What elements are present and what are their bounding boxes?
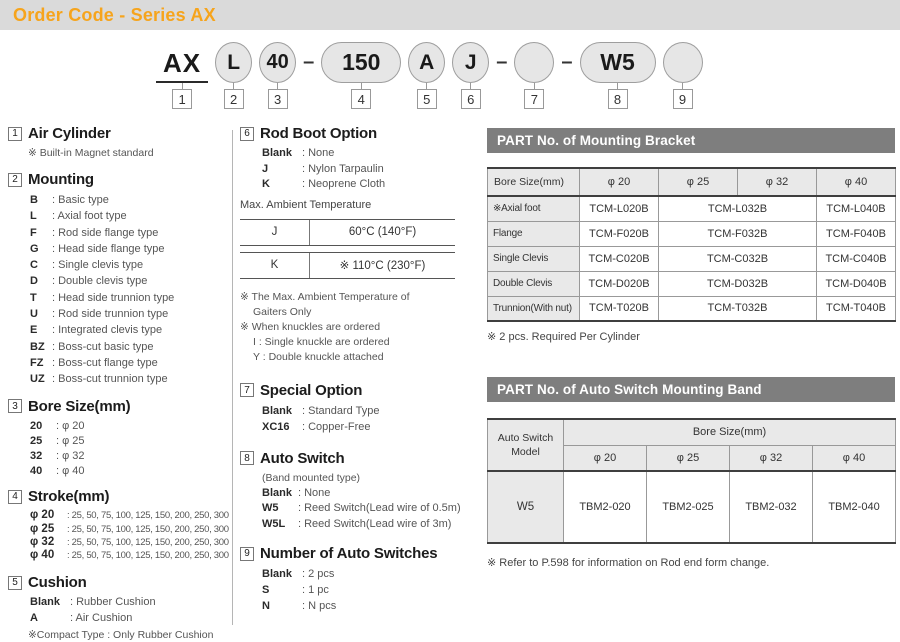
section-air-cylinder [8,125,230,160]
part-number-cell: TCM-D032B [659,271,817,296]
section-title: Air Cylinder [28,125,111,142]
code-blank-circle [663,42,703,83]
option-description: : Boss-cut flange type [52,356,158,369]
row-label: Single Clevis [488,246,580,271]
part-number-cell: TCM-C032B [659,246,817,271]
temperature-code: J [240,220,310,245]
option-code: FZ [30,356,44,369]
option-description: : Air Cushion [70,611,133,624]
position-number-box: 3 [268,89,288,109]
section-title: Number of Auto Switches [260,545,438,562]
option-description: : φ 40 [56,465,85,478]
order-code-part-rodboot [452,42,489,109]
option-code: UZ [30,373,45,386]
part-number-cell: TCM-F020B [580,221,659,246]
list-item [30,257,230,273]
list-item [262,501,470,517]
option-description: : 2 pcs [302,568,335,580]
option-description: : Single clevis type [52,259,144,272]
option-description: : Basic type [52,194,109,206]
temperature-row [240,219,455,246]
list-item [262,146,470,162]
note-line: ※ When knuckles are ordered [240,320,381,333]
temperature-row [240,252,455,279]
temperature-table [240,219,470,279]
table-row [488,221,896,246]
section-title: Mounting [28,171,94,188]
page-title: Order Code - Series AX [13,4,216,25]
option-description: : Head side trunnion type [52,291,175,304]
part-number-cell: TCM-T032B [659,296,817,321]
section-number-box: 8 [240,451,254,465]
code-circle: J [452,42,489,83]
band-part-number-cell: TBM2-020 [564,471,647,543]
option-description: : Double clevis type [52,275,148,288]
note-line: ※ The Max. Ambient Temperature of [240,290,410,303]
group-header: Bore Size(mm) [564,419,896,445]
code-oval: W5 [580,42,656,83]
part-number-cell: TCM-F040B [817,221,896,246]
option-code: Blank [262,568,292,580]
position-number-box: 1 [172,89,192,109]
part-number-cell: TCM-D020B [580,271,659,296]
option-description: : Standard Type [302,404,380,417]
order-code-part-bore [259,42,296,109]
temperature-value: ※ 110°C (230°F) [339,260,426,272]
option-code: E [30,324,38,337]
temperature-value: 60°C (140°F) [348,226,417,238]
part-number-cell: TCM-L032B [659,196,817,221]
list-item [262,486,470,502]
row-label: Flange [488,221,580,246]
list-item [262,403,470,419]
switch-model-cell: W5 [488,471,564,543]
section-number-box: 6 [240,127,254,141]
section-note: ※Compact Type : Only Rubber Cushion [28,629,214,642]
position-number-box: 7 [524,89,544,109]
order-code-part-switchcount [663,42,703,109]
option-code: C [30,259,38,272]
row-label: Trunnion(With nut) [488,296,580,321]
part-number-cell: TCM-L020B [580,196,659,221]
option-description: : Rod side flange type [52,226,159,239]
list-item [30,322,230,338]
option-code: B [30,194,38,206]
section-auto-switch [240,450,470,533]
option-description: : 1 pc [302,584,329,596]
order-code-part-cushion [408,42,445,109]
part-number-cell: TCM-T040B [817,296,896,321]
section-number-of-auto-switches [240,545,470,614]
option-code: U [30,308,38,321]
page-header-bar [0,0,900,30]
order-code-series-label: AX [156,46,208,83]
list-item [30,509,230,522]
option-description: : 25, 50, 75, 100, 125, 150, 200, 250, 300 [67,549,229,561]
list-item [30,273,230,289]
order-code-part-stroke [321,42,401,109]
column-header: φ 20 [580,168,659,196]
option-code: φ 40 [30,548,55,561]
code-circle: L [215,42,252,83]
table-row [488,296,896,321]
option-code: G [30,242,39,255]
code-dash: – [561,51,573,73]
temperature-table-label: Max. Ambient Temperature [240,198,372,211]
option-code: φ 32 [30,535,55,548]
temperature-code: K [240,253,310,278]
order-code-part-special [514,42,554,109]
option-code: T [30,291,37,304]
list-item [262,582,470,598]
section-number-box: 3 [8,399,22,413]
option-description: : None [298,486,331,499]
list-item [30,225,230,241]
order-code-part-mounting [215,42,252,109]
column-header: φ 25 [647,445,730,471]
option-description: : Reed Switch(Lead wire of 0.5m) [298,502,461,514]
list-item [30,355,230,371]
position-number-box: 2 [224,89,244,109]
position-number-box: 8 [608,89,628,109]
row-label: ※Axial foot [488,196,580,221]
code-blank-circle [514,42,554,83]
option-code: W5L [262,517,286,530]
section-number-box: 4 [8,490,22,504]
table-row [488,471,896,543]
option-code: 20 [30,419,43,432]
option-code: F [30,226,37,239]
option-code: N [262,600,270,612]
list-item [30,241,230,257]
code-circle: A [408,42,445,83]
option-description: : N pcs [302,600,337,612]
option-description: : Neoprene Cloth [302,178,386,190]
list-item [30,549,230,562]
part-number-cell: TCM-C020B [580,246,659,271]
rod-boot-notes [240,290,470,365]
column-header: φ 32 [738,168,817,196]
section-title: Auto Switch [260,449,345,467]
option-code: K [262,178,270,190]
rod-boot-list [240,146,470,193]
option-code: φ 25 [30,522,55,535]
code-circle: 40 [259,42,296,83]
part-number-cell: TCM-C040B [817,246,896,271]
list-item [262,419,470,435]
column-header: φ 20 [564,445,647,471]
bore-size-list [8,419,230,480]
option-code: W5 [262,502,279,514]
list-item [262,162,470,178]
position-number-box: 5 [417,89,437,109]
band-part-number-cell: TBM2-032 [730,471,813,543]
corner-header: Auto Switch Model [488,419,564,471]
section-bore-size [8,398,230,480]
list-item [262,566,470,582]
special-option-list [240,403,470,435]
list-item [30,611,230,627]
cushion-list [8,595,230,626]
bracket-table-note: ※ 2 pcs. Required Per Cylinder [487,331,640,343]
switch-band-table-title: PART No. of Auto Switch Mounting Band [487,377,895,402]
option-code: D [30,275,38,288]
section-title: Bore Size(mm) [28,397,131,415]
option-code: Blank [262,486,292,499]
option-description: : 25, 50, 75, 100, 125, 150, 200, 250, 300 [67,536,229,548]
switch-count-list [240,566,470,614]
column-header: φ 32 [730,445,813,471]
option-description: : φ 32 [56,449,85,462]
section-title: Cushion [28,574,87,592]
option-code: Blank [262,147,292,159]
option-code: S [262,584,270,596]
part-number-cell: TCM-L040B [817,196,896,221]
stroke-list [8,509,230,562]
order-code-part-series [156,42,208,109]
section-number-box: 9 [240,547,254,561]
page-footer-note: ※ Refer to P.598 for information on Rod end form change. [487,557,770,569]
column-header: φ 40 [813,445,896,471]
code-dash: – [303,51,315,73]
option-description: : Head side flange type [52,242,165,255]
part-number-cell: TCM-F032B [659,221,817,246]
option-code: 32 [30,449,43,462]
list-item [30,306,230,322]
section-number-box: 7 [240,383,254,397]
order-code-part-autoswitch [580,42,656,109]
option-description: : Copper-Free [302,420,371,433]
table-row [488,246,896,271]
list-item [30,339,230,355]
section-title: Stroke(mm) [28,488,110,506]
list-item [30,192,230,208]
option-description: : None [302,147,335,159]
option-code: J [262,162,269,175]
option-description: : Boss-cut trunnion type [52,373,168,386]
list-item [262,598,470,614]
option-code: BZ [30,340,45,353]
note-line: Y : Double knuckle attached [253,350,384,363]
order-code-diagram [156,42,703,109]
section-mounting [8,171,230,388]
note-line: Gaiters Only [253,305,312,318]
table-header-row [488,168,896,196]
section-special-option [240,382,470,435]
list-item [262,517,470,533]
list-item [30,523,230,536]
part-number-cell: TCM-T020B [580,296,659,321]
list-item [30,449,230,464]
list-item [262,177,470,193]
section-cushion [8,574,230,642]
list-item [30,595,230,611]
section-subtitle: (Band mounted type) [262,471,361,484]
list-item [30,371,230,387]
option-description: : 25, 50, 75, 100, 125, 150, 200, 250, 300 [67,510,229,522]
auto-switch-list [240,486,470,533]
option-description: : Rod side trunnion type [52,308,169,321]
option-description: : Axial foot type [52,210,127,223]
section-title: Rod Boot Option [260,125,377,142]
position-number-box: 9 [673,89,693,109]
position-number-box: 4 [351,89,371,109]
option-description: : 25, 50, 75, 100, 125, 150, 200, 250, 300 [67,523,229,535]
mounting-options-list [8,192,230,388]
left-column [8,125,230,642]
section-stroke [8,488,230,562]
option-description: : φ 25 [56,434,85,447]
option-description: : Nylon Tarpaulin [302,162,384,175]
section-number-box: 5 [8,576,22,590]
table-header-row [488,419,896,445]
section-rod-boot-option [240,125,470,365]
list-item [30,208,230,224]
part-number-cell: TCM-D040B [817,271,896,296]
table-row [488,196,896,221]
option-description: : Integrated clevis type [52,324,163,337]
mounting-bracket-table-title: PART No. of Mounting Bracket [487,128,895,153]
option-description: : Boss-cut basic type [52,340,154,353]
option-code: L [30,210,37,223]
mounting-bracket-table [487,167,896,322]
option-description: : φ 20 [56,419,85,432]
section-title: Special Option [260,381,363,399]
option-code: Blank [262,404,292,417]
column-divider [232,130,233,625]
column-header: φ 25 [659,168,738,196]
option-description: : Reed Switch(Lead wire of 3m) [298,517,452,530]
option-code: XC16 [262,420,290,433]
list-item [30,290,230,306]
band-part-number-cell: TBM2-025 [647,471,730,543]
table-row [488,271,896,296]
list-item [30,434,230,449]
list-item [30,464,230,479]
section-number-box: 2 [8,173,22,187]
position-number-box: 6 [461,89,481,109]
list-item [30,419,230,434]
option-description: : Rubber Cushion [70,596,156,609]
section-number-box: 1 [8,127,22,141]
code-oval: 150 [321,42,401,83]
column-header: Bore Size(mm) [488,168,580,196]
option-code: 25 [30,434,43,447]
note-line: I : Single knuckle are ordered [253,335,390,348]
code-dash: – [496,51,508,73]
section-note: ※ Built-in Magnet standard [28,147,154,159]
option-code: 40 [30,465,43,478]
list-item [30,536,230,549]
option-code: Blank [30,596,60,609]
switch-band-table [487,418,896,544]
option-code: φ 20 [30,509,55,522]
right-column [487,128,895,569]
option-code: A [30,611,38,624]
column-header: φ 40 [817,168,896,196]
band-part-number-cell: TBM2-040 [813,471,896,543]
middle-column [240,125,470,614]
row-label: Double Clevis [488,271,580,296]
